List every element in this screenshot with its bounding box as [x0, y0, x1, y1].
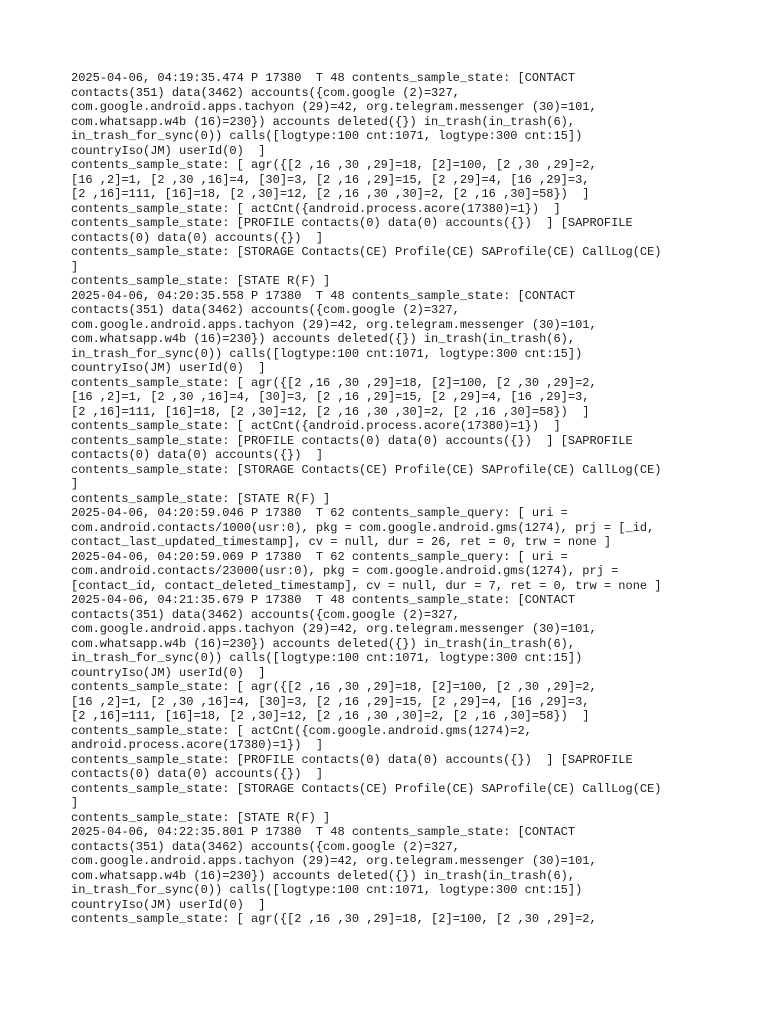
log-line: in_trash_for_sync(0)) calls([logtype:100 cnt:1071, logtype:300 cnt:15])	[71, 346, 583, 361]
log-line: contacts(351) data(3462) accounts({com.google (2)=327,	[71, 839, 460, 854]
log-line: ]	[71, 477, 79, 491]
log-line: [16 ,2]=1, [2 ,30 ,16]=4, [30]=3, [2 ,16 ,29]=15, [2 ,29]=4, [16 ,29]=3,	[71, 390, 590, 404]
log-line: com.google.android.apps.tachyon (29)=42, org.telegram.messenger (30)=101,	[71, 317, 597, 332]
log-line: com.whatsapp.w4b (16)=230}) accounts deleted({}) in_trash(in_trash(6),	[71, 868, 576, 883]
log-line: countryIso(JM) userId(0) ]	[71, 143, 266, 158]
log-line: contents_sample_state: [ agr({[2 ,16 ,30 ,29]=18, [2]=100, [2 ,30 ,29]=2,	[71, 375, 597, 390]
log-line: contents_sample_state: [PROFILE contacts(0) data(0) accounts({}) ] [SAPROFILE	[71, 433, 633, 448]
log-line: contents_sample_state: [STORAGE Contacts(CE) Profile(CE) SAProfile(CE) CallLog(CE)	[71, 781, 662, 796]
log-line: contacts(0) data(0) accounts({}) ]	[71, 230, 324, 245]
log-line: [2 ,16]=111, [16]=18, [2 ,30]=12, [2 ,16 ,30 ,30]=2, [2 ,16 ,30]=58}) ]	[71, 187, 590, 201]
log-line: contacts(0) data(0) accounts({}) ]	[71, 448, 324, 462]
log-line: com.whatsapp.w4b (16)=230}) accounts deleted({}) in_trash(in_trash(6),	[71, 114, 576, 129]
log-line: contents_sample_state: [ agr({[2 ,16 ,30 ,29]=18, [2]=100, [2 ,30 ,29]=2,	[71, 158, 597, 172]
log-line: contents_sample_state: [STORAGE Contacts(CE) Profile(CE) SAProfile(CE) CallLog(CE)	[71, 245, 662, 259]
log-line: com.google.android.apps.tachyon (29)=42, org.telegram.messenger (30)=101,	[71, 622, 597, 636]
log-line: ]	[71, 259, 79, 274]
log-line: com.google.android.apps.tachyon (29)=42, org.telegram.messenger (30)=101,	[71, 854, 597, 868]
log-line: com.whatsapp.w4b (16)=230}) accounts deleted({}) in_trash(in_trash(6),	[71, 332, 576, 346]
log-line: contents_sample_state: [PROFILE contacts(0) data(0) accounts({}) ] [SAPROFILE	[71, 752, 633, 767]
log-line: [contact_id, contact_deleted_timestamp], cv = null, dur = 7, ret = 0, trw = none ]	[71, 578, 662, 593]
log-line: 2025-04-06, 04:19:35.474 P 17380 T 48 contents_sample_state: [CONTACT	[71, 71, 576, 85]
log-line: [2 ,16]=111, [16]=18, [2 ,30]=12, [2 ,16 ,30 ,30]=2, [2 ,16 ,30]=58}) ]	[71, 404, 590, 419]
log-line: countryIso(JM) userId(0) ]	[71, 897, 266, 912]
log-line: contents_sample_state: [STORAGE Contacts(CE) Profile(CE) SAProfile(CE) CallLog(CE)	[71, 462, 662, 477]
log-line: com.whatsapp.w4b (16)=230}) accounts deleted({}) in_trash(in_trash(6),	[71, 636, 576, 651]
log-line: contents_sample_state: [STATE R(F) ]	[71, 810, 331, 825]
log-line: [16 ,2]=1, [2 ,30 ,16]=4, [30]=3, [2 ,16 ,29]=15, [2 ,29]=4, [16 ,29]=3,	[71, 694, 590, 709]
log-line: contact_last_updated_timestamp], cv = null, dur = 26, ret = 0, trw = none ]	[71, 535, 612, 549]
log-line: 2025-04-06, 04:20:59.046 P 17380 T 62 contents_sample_query: [ uri =	[71, 506, 568, 520]
log-line: contents_sample_state: [STATE R(F) ]	[71, 491, 331, 506]
log-line: android.process.acore(17380)=1}) ]	[71, 738, 324, 752]
log-line: contents_sample_state: [ actCnt({android.process.acore(17380)=1}) ]	[71, 419, 561, 433]
log-line: [2 ,16]=111, [16]=18, [2 ,30]=12, [2 ,16 ,30 ,30]=2, [2 ,16 ,30]=58}) ]	[71, 709, 590, 723]
log-line: in_trash_for_sync(0)) calls([logtype:100 cnt:1071, logtype:300 cnt:15])	[71, 883, 583, 897]
log-line: contacts(351) data(3462) accounts({com.google (2)=327,	[71, 85, 460, 100]
log-line: contacts(351) data(3462) accounts({com.google (2)=327,	[71, 303, 460, 317]
log-line: com.google.android.apps.tachyon (29)=42, org.telegram.messenger (30)=101,	[71, 100, 597, 114]
log-line: in_trash_for_sync(0)) calls([logtype:100 cnt:1071, logtype:300 cnt:15])	[71, 129, 583, 143]
log-line: contents_sample_state: [ agr({[2 ,16 ,30 ,29]=18, [2]=100, [2 ,30 ,29]=2,	[71, 680, 597, 694]
log-line: contents_sample_state: [PROFILE contacts(0) data(0) accounts({}) ] [SAPROFILE	[71, 216, 633, 230]
log-line: contacts(0) data(0) accounts({}) ]	[71, 767, 324, 781]
log-line: in_trash_for_sync(0)) calls([logtype:100 cnt:1071, logtype:300 cnt:15])	[71, 651, 583, 665]
log-line: ]	[71, 796, 79, 810]
log-line: 2025-04-06, 04:20:35.558 P 17380 T 48 contents_sample_state: [CONTACT	[71, 288, 576, 303]
log-line: com.android.contacts/1000(usr:0), pkg = com.google.android.gms(1274), prj = [_id,	[71, 520, 655, 535]
log-line: contents_sample_state: [ actCnt({com.google.android.gms(1274)=2,	[71, 723, 532, 738]
log-line: [16 ,2]=1, [2 ,30 ,16]=4, [30]=3, [2 ,16 ,29]=15, [2 ,29]=4, [16 ,29]=3,	[71, 172, 590, 187]
log-line: contents_sample_state: [STATE R(F) ]	[71, 274, 331, 288]
log-line: countryIso(JM) userId(0) ]	[71, 665, 266, 680]
log-line: contents_sample_state: [ agr({[2 ,16 ,30 ,29]=18, [2]=100, [2 ,30 ,29]=2,	[71, 912, 597, 926]
log-line: 2025-04-06, 04:20:59.069 P 17380 T 62 contents_sample_query: [ uri =	[71, 549, 568, 564]
log-line: com.android.contacts/23000(usr:0), pkg = com.google.android.gms(1274), prj =	[71, 564, 619, 578]
log-line: countryIso(JM) userId(0) ]	[71, 361, 266, 375]
log-line: contacts(351) data(3462) accounts({com.google (2)=327,	[71, 607, 460, 622]
log-line: 2025-04-06, 04:21:35.679 P 17380 T 48 contents_sample_state: [CONTACT	[71, 593, 576, 607]
log-line: contents_sample_state: [ actCnt({android.process.acore(17380)=1}) ]	[71, 201, 561, 216]
log-line: 2025-04-06, 04:22:35.801 P 17380 T 48 contents_sample_state: [CONTACT	[71, 825, 576, 839]
log-document	[71, 71, 751, 927]
